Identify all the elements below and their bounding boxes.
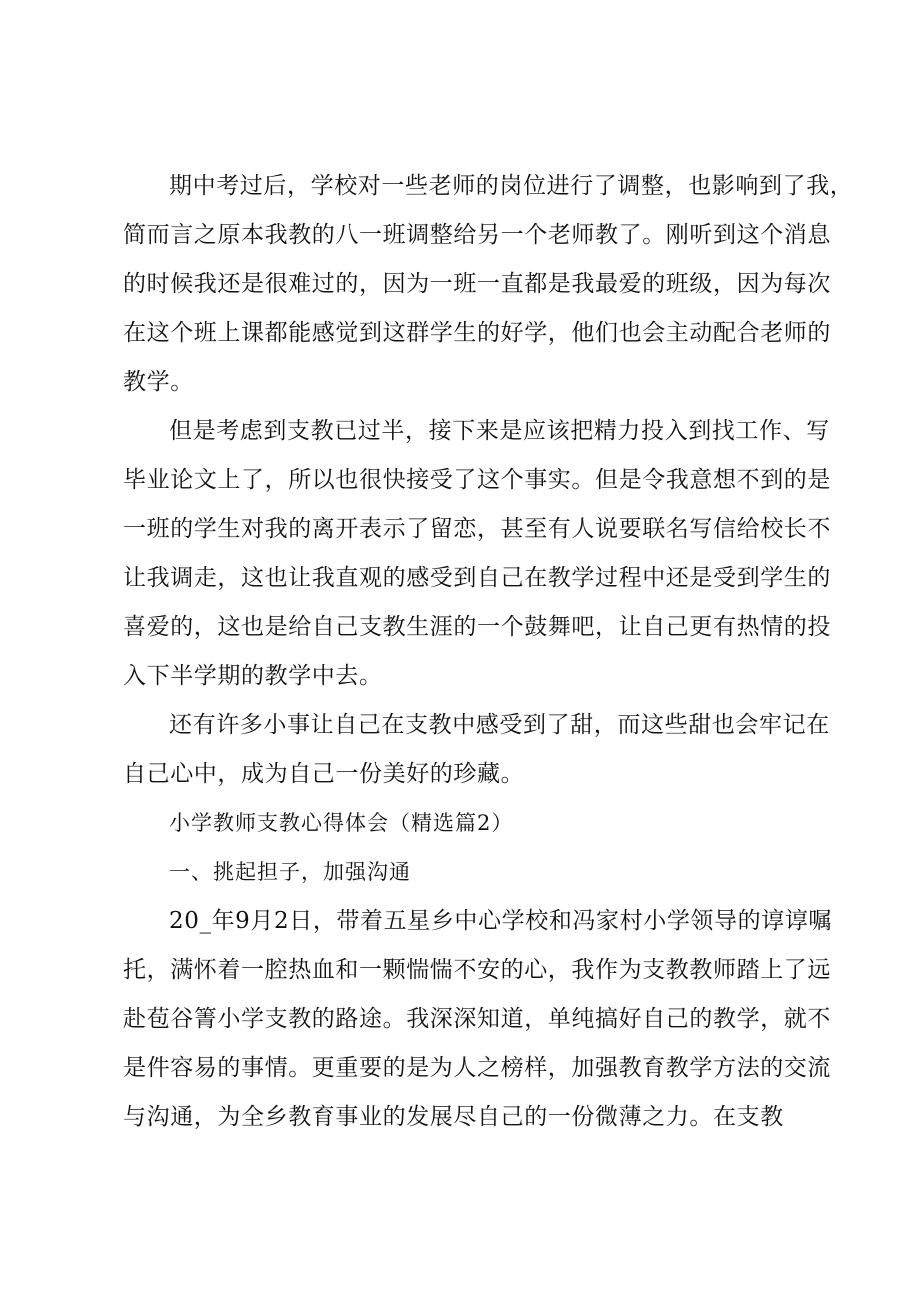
paragraph-4-line-1: 20_年9月2日，带着五星乡中心学校和冯家村小学领导的谆谆嘱 — [169, 908, 833, 934]
paragraph-2-line-3: 一班的学生对我的离开表示了留恋，甚至有人说要联名写信给校长不 — [123, 516, 831, 542]
paragraph-3-line-2: 自己心中，成为自己一份美好的珍藏。 — [123, 761, 525, 787]
paragraph-4-line-3: 赴苞谷箐小学支教的路途。我深深知道，单纯搞好自己的教学，就不 — [123, 1006, 831, 1032]
paragraph-1-line-2: 简而言之原本我教的八一班调整给另一个老师教了。刚听到这个消息 — [123, 222, 831, 248]
paragraph-2-line-4: 让我调走，这也让我直观的感受到自己在教学过程中还是受到学生的 — [123, 565, 831, 591]
paragraph-4-line-2: 托，满怀着一腔热血和一颗惴惴不安的心，我作为支教教师踏上了远 — [123, 957, 831, 983]
paragraph-3-line-1: 还有许多小事让自己在支教中感受到了甜，而这些甜也会牢记在 — [169, 712, 830, 738]
paragraph-4-line-5: 与沟通，为全乡教育事业的发展尽自己的一份微薄之力。在支教 — [123, 1104, 784, 1130]
paragraph-2-line-1: 但是考虑到支教已过半，接下来是应该把精力投入到找工作、写 — [169, 418, 830, 444]
paragraph-1-line-3: 的时候我还是很难过的，因为一班一直都是我最爱的班级，因为每次 — [123, 271, 831, 297]
paragraph-1-line-5: 教学。 — [123, 369, 194, 395]
paragraph-2-line-6: 入下半学期的教学中去。 — [123, 663, 383, 689]
paragraph-1-line-1: 期中考过后，学校对一些老师的岗位进行了调整，也影响到了我， — [169, 173, 854, 199]
paragraph-2-line-5: 喜爱的，这也是给自己支教生涯的一个鼓舞吧，让自己更有热情的投 — [123, 614, 831, 640]
paragraph-1-line-4: 在这个班上课都能感觉到这群学生的好学，他们也会主动配合老师的 — [123, 320, 831, 346]
paragraph-4-line-4: 是件容易的事情。更重要的是为人之榜样，加强教育教学方法的交流 — [123, 1055, 831, 1081]
section-title: 小学教师支教心得体会（精选篇2） — [169, 811, 514, 835]
subsection-heading: 一、挑起担子，加强沟通 — [169, 860, 411, 884]
paragraph-2-line-2: 毕业论文上了，所以也很快接受了这个事实。但是令我意想不到的是 — [123, 467, 831, 493]
